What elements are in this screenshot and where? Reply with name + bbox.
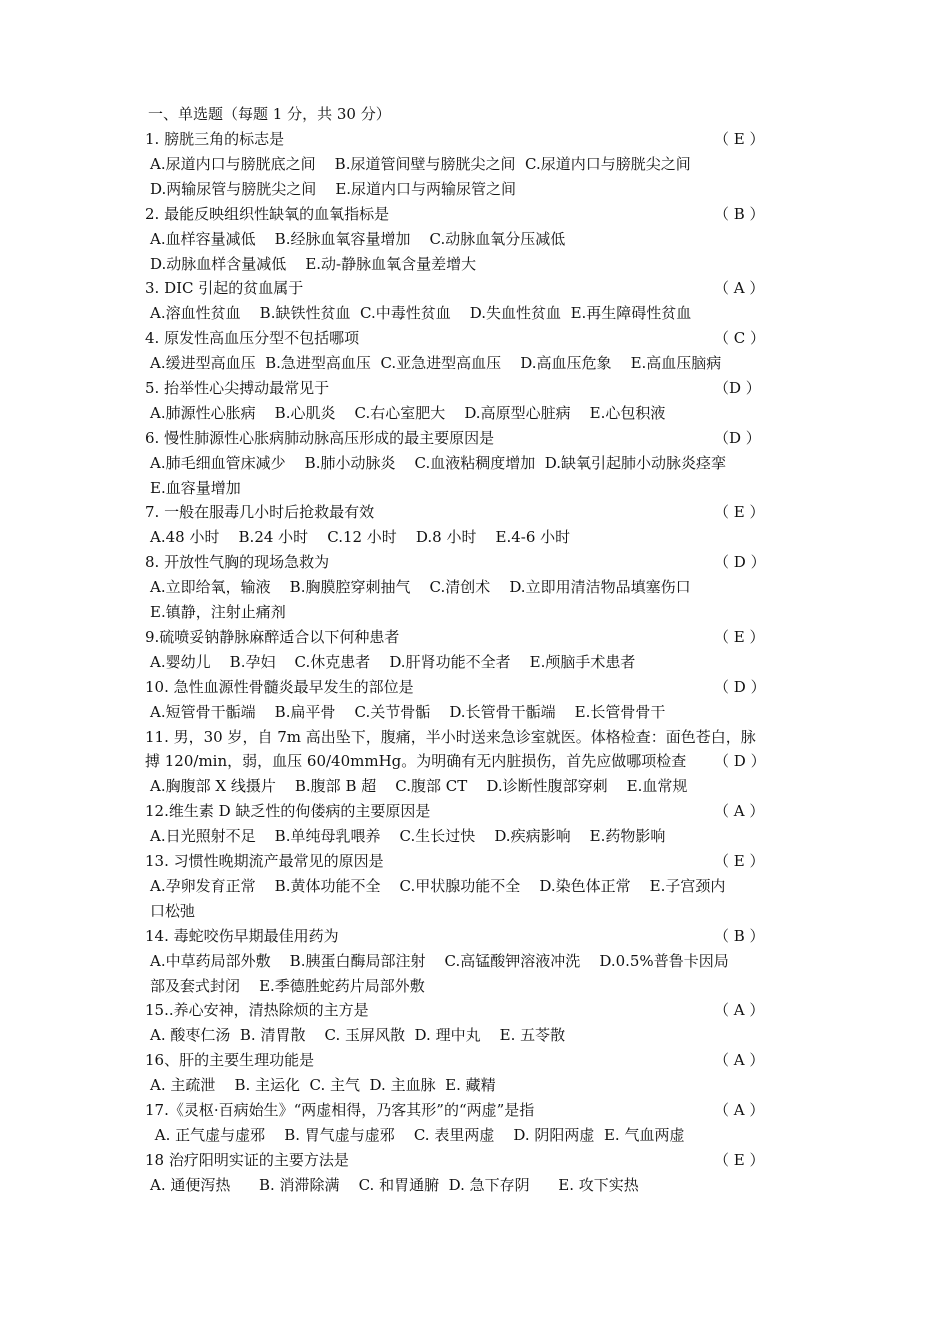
option-line: A.胸腹部 X 线摄片 B.腹部 B 超 C.腹部 CT D.诊断性腹部穿刺 E.血常规 [150,777,688,795]
option-line: D.动脉血样含量减低 E.动-静脉血氧含量差增大 [150,255,477,273]
option-line: A.中草药局部外敷 B.胰蛋白酶局部注射 C.高锰酸钾溶液冲洗 D.0.5%普鲁卡因局 [150,952,729,970]
option-line: A.缓进型高血压 B.急进型高血压 C.亚急进型高血压 D.高血压危象 E.高血压脑病 [150,354,722,372]
question-stem: 16、肝的主要生理功能是 [145,1051,315,1069]
question-stem: 7. 一般在服毒几小时后抢救最有效 [145,503,375,521]
answer-marker: （ E ） [714,628,765,646]
option-line: A. 主疏泄 B. 主运化 C. 主气 D. 主血脉 E. 藏精 [150,1076,496,1094]
answer-marker: （D ） [714,429,761,447]
option-line: A.肺源性心胀病 B.心肌炎 C.右心室肥大 D.高原型心脏病 E.心包积液 [150,404,666,422]
answer-marker: （ D ） [714,752,766,770]
option-line: E.镇静，注射止痛剂 [150,603,286,621]
option-line: A.血样容量减低 B.经脉血氧容量增加 C.动脉血氧分压减低 [150,230,566,248]
question-stem: 15..养心安神，清热除烦的主方是 [145,1001,369,1019]
question-stem: 17.《灵枢·百病始生》“两虚相得，乃客其形”的“两虚”是指 [145,1101,535,1119]
question-stem: 5. 抬举性心尖搏动最常见于 [145,379,330,397]
option-line: A.尿道内口与膀胱底之间 B.尿道管间壁与膀胱尖之间 C.尿道内口与膀胱尖之间 [150,155,691,173]
answer-marker: （ A ） [714,1101,765,1119]
option-line: A.溶血性贫血 B.缺铁性贫血 C.中毒性贫血 D.失血性贫血 E.再生障碍性贫血 [150,304,692,322]
answer-marker: （ C ） [714,329,766,347]
option-line: A.婴幼儿 B.孕妇 C.休克患者 D.肝肾功能不全者 E.颅脑手术患者 [150,653,636,671]
section-title: 一、单选题（每题 1 分，共 30 分） [148,105,391,123]
question-stem: 18 治疗阳明实证的主要方法是 [145,1151,349,1169]
option-line: 部及套式封闭 E.季德胜蛇药片局部外敷 [150,977,425,995]
option-line: A.孕卵发育正常 B.黄体功能不全 C.甲状腺功能不全 D.染色体正常 E.子宫颈内 [150,877,726,895]
option-line: A.肺毛细血管床减少 B.肺小动脉炎 C.血液粘稠度增加 D.缺氧引起肺小动脉炎痉挛 [150,454,727,472]
answer-marker: （ D ） [714,553,766,571]
answer-marker: （ A ） [714,279,765,297]
option-line: A.日光照射不足 B.单纯母乳喂养 C.生长过快 D.疾病影响 E.药物影响 [150,827,666,845]
answer-marker: （ A ） [714,1051,765,1069]
answer-marker: （ A ） [714,802,765,820]
question-stem: 12.维生素 D 缺乏性的佝偻病的主要原因是 [145,802,431,820]
answer-marker: （ E ） [714,852,765,870]
answer-marker: （ E ） [714,130,765,148]
answer-marker: （ A ） [714,1001,765,1019]
option-line: A.48 小时 B.24 小时 C.12 小时 D.8 小时 E.4-6 小时 [150,528,571,546]
option-line: A.立即给氧，输液 B.胸膜腔穿刺抽气 C.清创术 D.立即用清洁物品填塞伤口 [150,578,691,596]
option-line: A. 正气虚与虚邪 B. 胃气虚与虚邪 C. 表里两虚 D. 阴阳两虚 E. 气血两虚 [150,1126,685,1144]
question-stem: 2. 最能反映组织性缺氧的血氧指标是 [145,205,390,223]
answer-marker: （ E ） [714,503,765,521]
answer-marker: （D ） [714,379,761,397]
option-line: 口松弛 [150,902,196,920]
question-stem: 11. 男，30 岁，自 7m 高出坠下，腹痛，半小时送来急诊室就医。体格检查：面色苍白，脉 [145,728,756,746]
question-stem: 1. 膀胱三角的标志是 [145,130,285,148]
answer-marker: （ B ） [714,927,765,945]
option-line: A.短管骨干骺端 B.扁平骨 C.关节骨骺 D.长管骨干骺端 E.长管骨骨干 [150,703,666,721]
question-stem: 4. 原发性高血压分型不包括哪项 [145,329,360,347]
question-stem: 搏 120/min，弱，血压 60/40mmHg。为明确有无内脏损伤，首先应做哪项检查 [145,752,687,770]
answer-marker: （ B ） [714,205,765,223]
answer-marker: （ D ） [714,678,766,696]
option-line: E.血容量增加 [150,479,241,497]
question-stem: 10. 急性血源性骨髓炎最早发生的部位是 [145,678,414,696]
question-stem: 6. 慢性肺源性心胀病肺动脉高压形成的最主要原因是 [145,429,495,447]
question-stem: 8. 开放性气胸的现场急救为 [145,553,330,571]
answer-marker: （ E ） [714,1151,765,1169]
option-line: A. 酸枣仁汤 B. 清胃散 C. 玉屏风散 D. 理中丸 E. 五苓散 [150,1026,566,1044]
question-stem: 3. DIC 引起的贫血属于 [145,279,304,297]
question-stem: 13. 习惯性晚期流产最常见的原因是 [145,852,384,870]
question-stem: 14. 毒蛇咬伤早期最佳用药为 [145,927,339,945]
option-line: A. 通便泻热 B. 消滞除满 C. 和胃通腑 D. 急下存阴 E. 攻下实热 [150,1176,639,1194]
option-line: D.两输尿管与膀胱尖之间 E.尿道内口与两输尿管之间 [150,180,517,198]
question-stem: 9.硫喷妥钠静脉麻醉适合以下何种患者 [145,628,400,646]
